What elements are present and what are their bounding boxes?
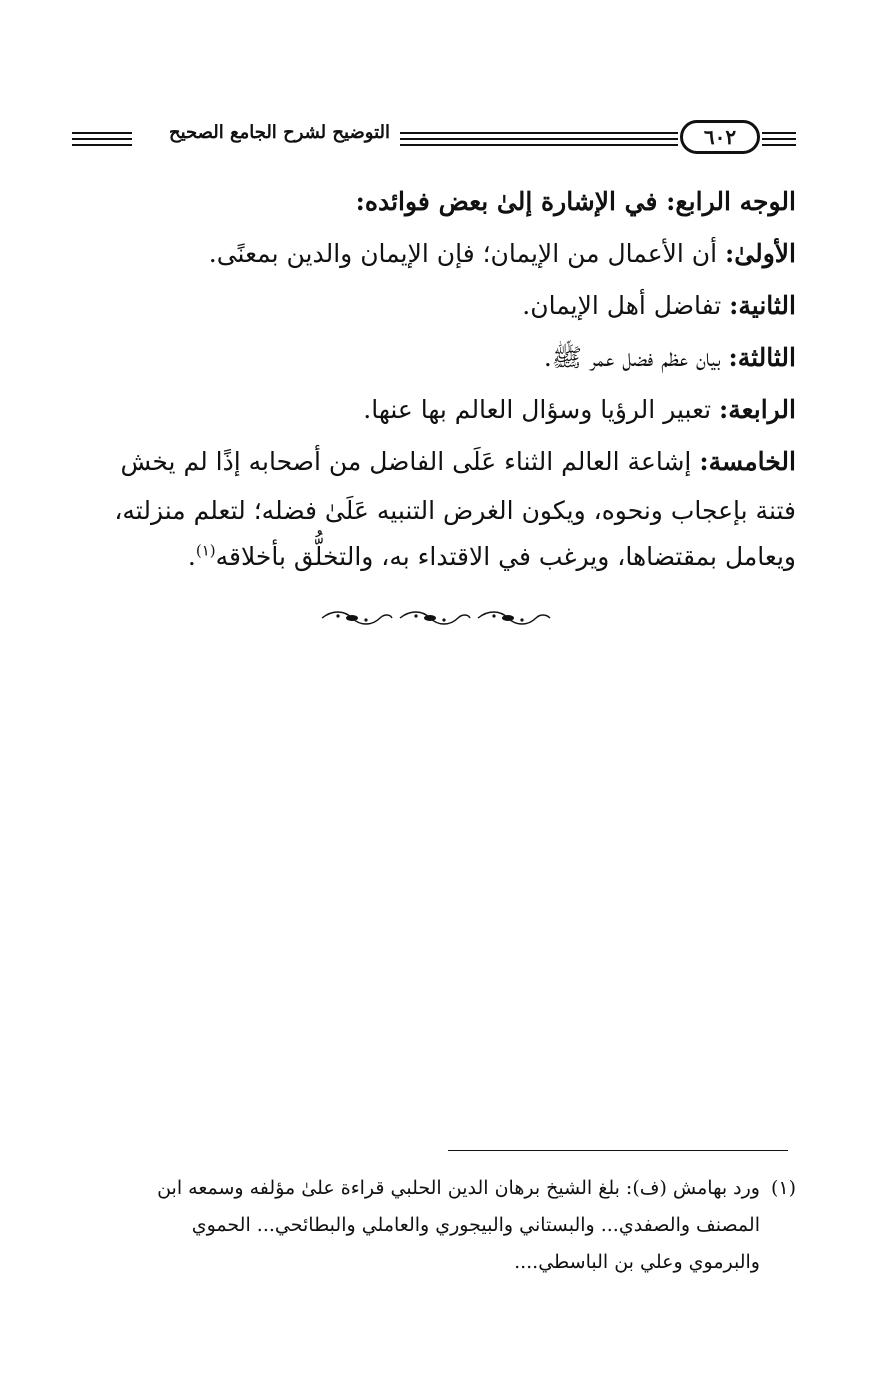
footnote-reference[interactable]: (١) — [195, 541, 216, 560]
text-line — [74, 280, 796, 332]
point-label: الخامسة: — [699, 447, 796, 476]
section-heading: الوجه الرابع: في الإشارة إلىٰ بعض فوائده: — [355, 187, 796, 216]
page-number: ٦٠٢ — [680, 120, 760, 154]
text-line — [74, 176, 796, 228]
ornament-divider-icon — [318, 606, 554, 630]
footnote-text: ورد بهامش (ف): بلغ الشيخ برهان الدين الحلبي قراءة علىٰ مؤلفه وسمعه ابن — [157, 1177, 760, 1199]
sentence-end: . — [187, 542, 196, 571]
point-text: تفاضل أهل الإيمان. — [522, 291, 722, 320]
text-line — [74, 534, 796, 580]
main-text — [74, 176, 796, 580]
point-label: الثالثة: — [728, 343, 796, 372]
footnote-line: المصنف والصفدي... والبستاني والبيجوري والعاملي والبطائحي... الحموي — [191, 1214, 760, 1236]
footnote — [74, 1170, 796, 1281]
point-text: إشاعة العالم الثناء عَلَى الفاضل من أصحابه إذًا لم يخش — [120, 447, 692, 476]
point-text: ويعامل بمقتضاها، ويرغب في الاقتداء به، والتخلُّق بأخلاقه — [215, 542, 796, 571]
text-line — [74, 384, 796, 436]
text-line — [74, 436, 796, 488]
point-label: الرابعة: — [719, 395, 796, 424]
point-label: الأولىٰ: — [725, 239, 796, 268]
point-text: تعبير الرؤيا وسؤال العالم بها عنها. — [363, 395, 712, 424]
footnote-line — [74, 1170, 796, 1207]
text-line — [74, 332, 796, 384]
running-header — [72, 118, 796, 160]
point-text: أن الأعمال من الإيمان؛ فإن الإيمان والدين بمعنًى. — [208, 239, 718, 268]
text-line: فتنة بإعجاب ونحوه، ويكون الغرض التنبيه عَلَىٰ فضله؛ لتعلم منزلته، — [114, 496, 796, 525]
header-title: التوضيح لشرح الجامع الصحيح — [168, 122, 390, 143]
footnote-line: والبرموي وعلي بن الباسطي.... — [514, 1251, 760, 1273]
footnote-number: (١) — [770, 1177, 796, 1199]
point-text: بيان عظم فضل عمر ﷺ. — [543, 343, 721, 372]
footnote-separator — [448, 1150, 788, 1151]
text-line — [74, 228, 796, 280]
point-label: الثانية: — [729, 291, 796, 320]
